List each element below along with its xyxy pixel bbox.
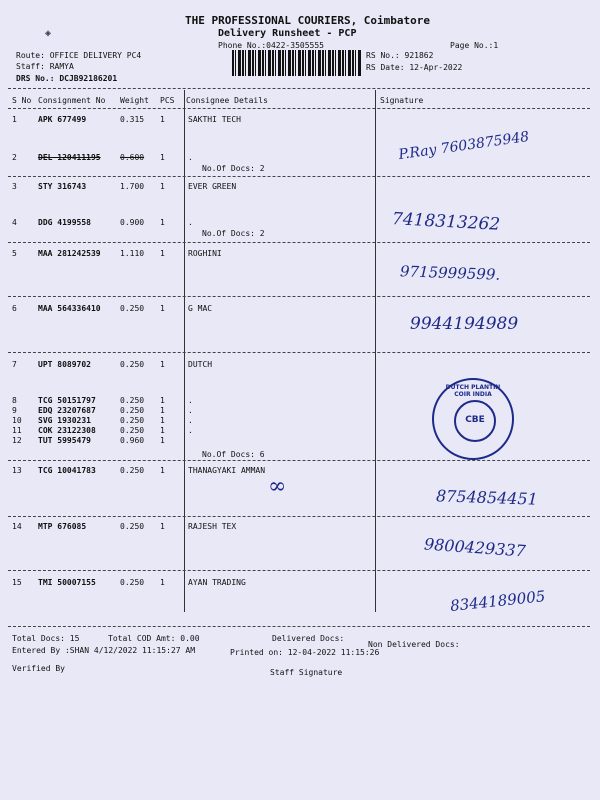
row-sno: 15 — [12, 578, 22, 587]
row-consignee: AYAN TRADING — [188, 578, 246, 587]
signature-row-14: 9800429337 — [423, 534, 527, 561]
column-divider — [184, 90, 185, 612]
row-consignment: COK 23122308 — [38, 426, 96, 435]
scribble-mark: ∞ — [268, 474, 287, 499]
row-sno: 14 — [12, 522, 22, 531]
row-consignment: UPT 8089702 — [38, 360, 91, 369]
row-sno: 12 — [12, 436, 22, 445]
signature-row-1: P.Ray 7603875948 — [397, 128, 531, 164]
row-consignment: MTP 676085 — [38, 522, 87, 531]
row-divider — [8, 242, 590, 243]
staff: Staff: RAMYA — [16, 62, 74, 71]
row-pcs: 1 — [160, 182, 165, 191]
drs-number: DRS No.: DCJB92186201 — [16, 74, 118, 83]
runsheet-title: Delivery Runsheet - PCP — [218, 28, 357, 39]
row-divider — [8, 176, 590, 177]
row-sno: 5 — [12, 249, 17, 258]
column-divider — [375, 90, 376, 612]
row-sno: 1 — [12, 115, 17, 124]
row-pcs: 1 — [160, 466, 165, 475]
row-weight: 0.250 — [120, 406, 145, 415]
signature-row-5: 9715999599. — [399, 262, 501, 284]
row-weight: 0.250 — [120, 416, 145, 425]
row-weight: 0.250 — [120, 360, 145, 369]
row-consignee: THANAGYAKI AMMAN — [188, 466, 266, 475]
company-stamp — [432, 378, 514, 460]
row-weight: 0.250 — [120, 304, 145, 313]
signature-row-3: 7418313262 — [391, 209, 501, 235]
verified-by: Verified By — [12, 664, 65, 673]
row-consignment: DEL 120411195 — [38, 153, 101, 162]
rs-date: RS Date: 12-Apr-2022 — [366, 63, 463, 72]
signature-row-13: 8754854451 — [435, 486, 539, 509]
row-sno: 3 — [12, 182, 17, 191]
stamp-center-text: CBE — [465, 415, 485, 425]
row-pcs: 1 — [160, 304, 165, 313]
row-sno: 4 — [12, 218, 17, 227]
barcode — [232, 50, 362, 76]
row-divider — [8, 516, 590, 517]
row-pcs: 1 — [160, 249, 165, 258]
row-consignee: . — [188, 426, 193, 435]
row-divider — [8, 296, 590, 297]
row-pcs: 1 — [160, 416, 165, 425]
row-consignment: TUT 5995479 — [38, 436, 91, 445]
row-weight: 0.900 — [120, 218, 145, 227]
row-pcs: 1 — [160, 426, 165, 435]
row-divider — [8, 352, 590, 353]
row-pcs: 1 — [160, 153, 165, 162]
row-consignee: SAKTHI TECH — [188, 115, 241, 124]
row-sno: 9 — [12, 406, 17, 415]
company-name: THE PROFESSIONAL COURIERS, Coimbatore — [185, 14, 431, 27]
divider — [8, 108, 590, 109]
row-consignee: DUTCH — [188, 360, 213, 369]
row-consignee: RAJESH TEX — [188, 522, 237, 531]
row-consignee: . — [188, 218, 193, 227]
row-weight: 0.250 — [120, 396, 145, 405]
row-pcs: 1 — [160, 578, 165, 587]
phone-number: Phone No.:0422-3505555 — [218, 41, 324, 50]
row-docs: No.Of Docs: 2 — [202, 164, 265, 173]
row-weight: 0.960 — [120, 436, 145, 445]
stamp-center — [454, 400, 496, 442]
row-pcs: 1 — [160, 360, 165, 369]
divider — [8, 88, 590, 89]
non-delivered-docs: Non Delivered Docs: — [368, 640, 460, 649]
row-divider — [8, 626, 590, 627]
row-weight: 1.110 — [120, 249, 145, 258]
row-weight: 0.600 — [120, 153, 145, 162]
row-consignment: TMI 50007155 — [38, 578, 96, 587]
total-docs: Total Docs: 15 — [12, 634, 80, 643]
col-weight: Weight — [120, 96, 149, 105]
row-weight: 0.250 — [120, 522, 145, 531]
col-pcs: PCS — [160, 96, 175, 105]
rs-number: RS No.: 921862 — [366, 51, 434, 60]
row-consignment: MAA 564336410 — [38, 304, 101, 313]
row-weight: 0.315 — [120, 115, 145, 124]
row-pcs: 1 — [160, 436, 165, 445]
row-consignment: SVG 1930231 — [38, 416, 91, 425]
col-consignee: Consignee Details — [186, 96, 268, 105]
row-pcs: 1 — [160, 396, 165, 405]
row-pcs: 1 — [160, 406, 165, 415]
row-sno: 13 — [12, 466, 22, 475]
row-sno: 6 — [12, 304, 17, 313]
col-signature: Signature — [380, 96, 424, 105]
row-pcs: 1 — [160, 218, 165, 227]
row-consignment: TCG 10041783 — [38, 466, 96, 475]
row-divider — [8, 570, 590, 571]
row-consignment: TCG 50151797 — [38, 396, 96, 405]
row-docs: No.Of Docs: 6 — [202, 450, 265, 459]
row-consignee: EVER GREEN — [188, 182, 237, 191]
delivered-docs: Delivered Docs: — [272, 634, 345, 643]
entered-by: Entered By :SHAN 4/12/2022 11:15:27 AM — [12, 646, 196, 655]
row-pcs: 1 — [160, 115, 165, 124]
row-consignment: APK 677499 — [38, 115, 87, 124]
row-consignee: . — [188, 406, 193, 415]
printed-on: Printed on: 12-04-2022 11:15:26 — [230, 648, 380, 657]
total-cod: Total COD Amt: 0.00 — [108, 634, 200, 643]
row-consignment: STY 316743 — [38, 182, 87, 191]
row-consignee: . — [188, 396, 193, 405]
row-sno: 7 — [12, 360, 17, 369]
row-weight: 0.250 — [120, 578, 145, 587]
row-consignee: ROGHINI — [188, 249, 222, 258]
row-pcs: 1 — [160, 522, 165, 531]
col-sno: S No — [12, 96, 32, 105]
col-consignment: Consignment No — [38, 96, 106, 105]
row-sno: 8 — [12, 396, 17, 405]
signature-row-15: 8344189005 — [449, 587, 547, 615]
row-consignment: MAA 281242539 — [38, 249, 101, 258]
row-weight: 1.700 — [120, 182, 145, 191]
row-weight: 0.250 — [120, 466, 145, 475]
row-sno: 10 — [12, 416, 22, 425]
row-consignee: . — [188, 416, 193, 425]
staff-signature-label: Staff Signature — [270, 668, 343, 677]
row-docs: No.Of Docs: 2 — [202, 229, 265, 238]
row-sno: 11 — [12, 426, 22, 435]
row-consignment: DDG 4199558 — [38, 218, 91, 227]
row-consignee: . — [188, 153, 193, 162]
route: Route: OFFICE DELIVERY PC4 — [16, 51, 142, 60]
row-consignee: G MAC — [188, 304, 213, 313]
stamp-ring-text: DUTCH PLANTIN COIR INDIA — [445, 384, 501, 398]
signature-row-6: 9944194989 — [410, 314, 519, 334]
logo-icon: ◈ — [45, 28, 52, 39]
row-consignment: EDQ 23207687 — [38, 406, 96, 415]
row-divider — [8, 460, 590, 461]
row-weight: 0.250 — [120, 426, 145, 435]
page-number: Page No.:1 — [450, 41, 499, 50]
row-sno: 2 — [12, 153, 17, 162]
